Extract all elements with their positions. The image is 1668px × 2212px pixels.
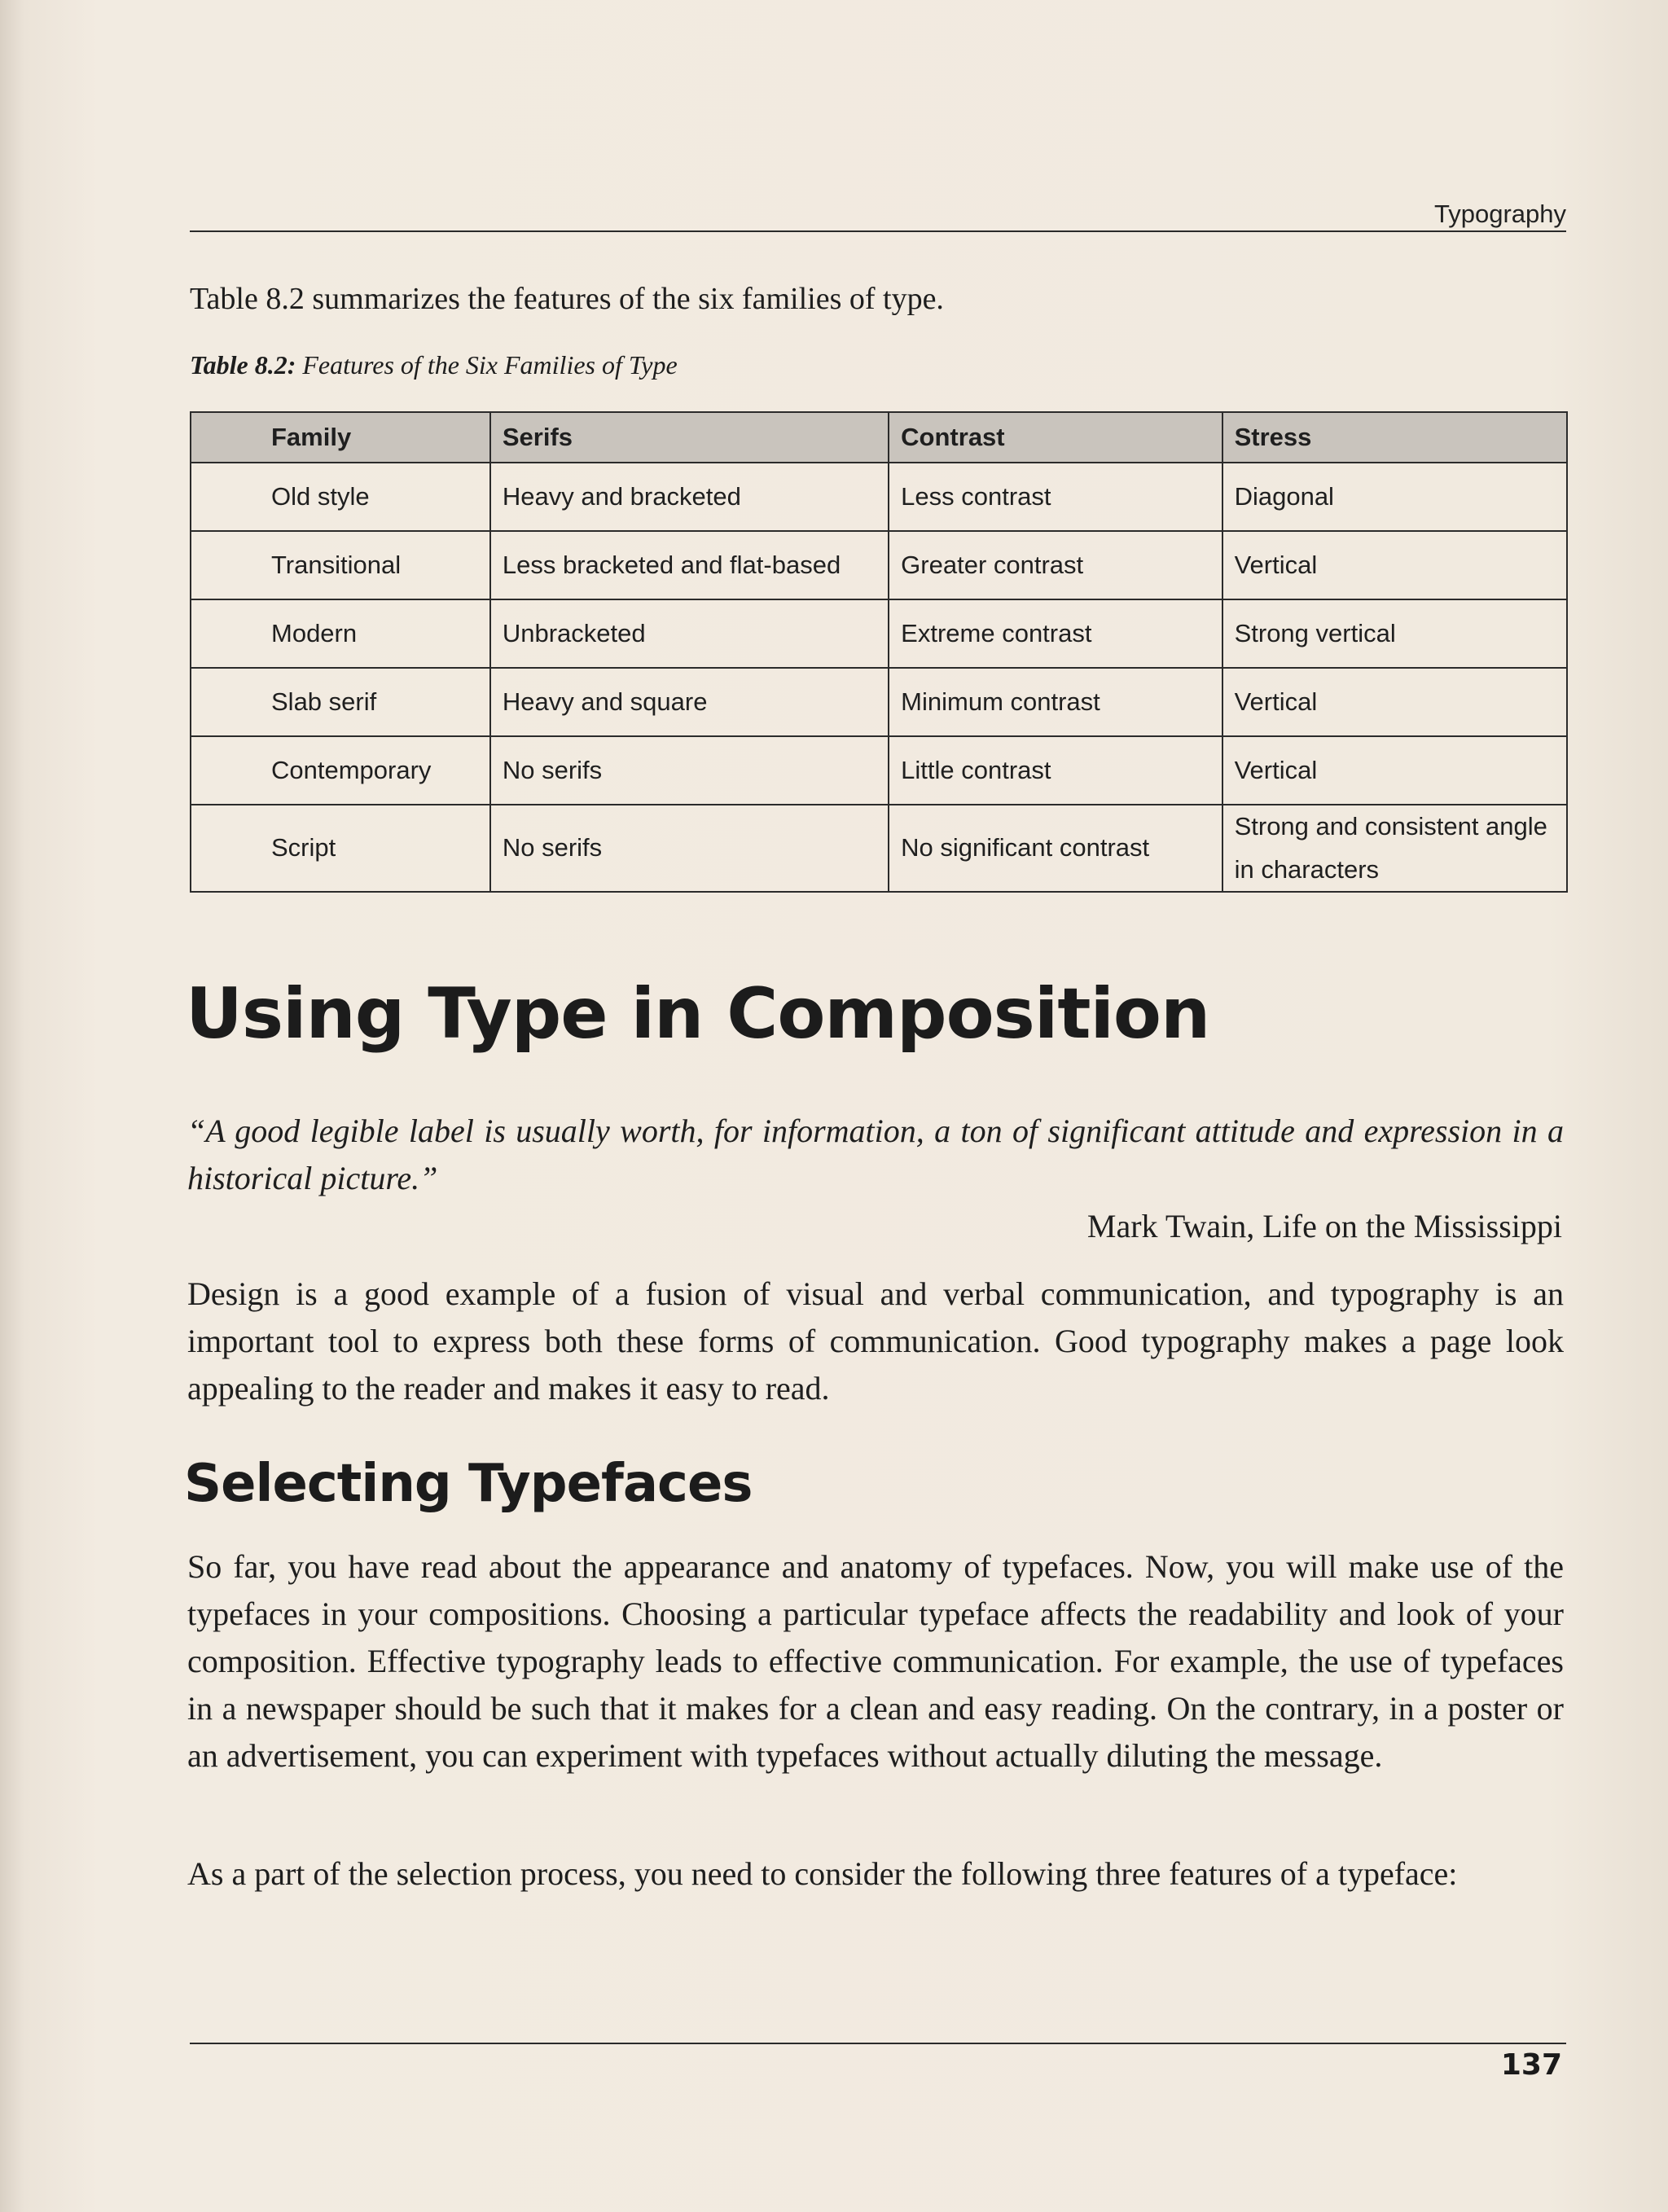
cell-stress: Vertical bbox=[1222, 736, 1567, 805]
cell-stress: Vertical bbox=[1222, 531, 1567, 599]
cell-family: Slab serif bbox=[191, 668, 490, 736]
table-caption bbox=[190, 350, 678, 380]
cell-family: Contemporary bbox=[191, 736, 490, 805]
paragraph-design: Design is a good example of a fusion of visual and verbal communication, and typography is an important tool to express both these forms of communication. Good typography makes a page look appealing to the reader and makes it easy to read. bbox=[187, 1275, 1564, 1407]
cell-family: Script bbox=[191, 805, 490, 892]
paragraph-selection-process: As a part of the selection process, you need to consider the following three features of a typeface: bbox=[187, 1855, 1458, 1892]
table-header-row bbox=[191, 412, 1567, 463]
cell-contrast: Less contrast bbox=[889, 463, 1222, 531]
cell-contrast: No significant contrast bbox=[889, 805, 1222, 892]
cell-serifs: Heavy and square bbox=[490, 668, 889, 736]
section-heading-using-type: Using Type in Composition bbox=[186, 973, 1210, 1055]
cell-stress: Vertical bbox=[1222, 668, 1567, 736]
epigraph-quote: “A good legible label is usually worth, for information, a ton of significant attitude and expression in a historical picture.” bbox=[187, 1113, 1564, 1196]
header-stress: Stress bbox=[1222, 412, 1567, 463]
cell-stress: Strong vertical bbox=[1222, 599, 1567, 668]
cell-serifs: No serifs bbox=[490, 736, 889, 805]
cell-serifs: No serifs bbox=[490, 805, 889, 892]
features-table bbox=[190, 411, 1568, 893]
table-caption-text: Features of the Six Families of Type bbox=[296, 350, 678, 380]
table-row bbox=[191, 531, 1567, 599]
header-serifs: Serifs bbox=[490, 412, 889, 463]
table-row bbox=[191, 736, 1567, 805]
table-row bbox=[191, 599, 1567, 668]
cell-family: Modern bbox=[191, 599, 490, 668]
header-contrast: Contrast bbox=[889, 412, 1222, 463]
epigraph-attribution: Mark Twain, Life on the Mississippi bbox=[1086, 1208, 1562, 1244]
intro-sentence: Table 8.2 summarizes the features of the six families of type. bbox=[190, 282, 944, 316]
cell-family: Old style bbox=[191, 463, 490, 531]
section-heading-selecting-typefaces: Selecting Typefaces bbox=[184, 1454, 753, 1514]
table-caption-label: Table 8.2: bbox=[190, 350, 296, 380]
cell-contrast: Greater contrast bbox=[889, 531, 1222, 599]
header-family: Family bbox=[191, 412, 490, 463]
cell-contrast: Minimum contrast bbox=[889, 668, 1222, 736]
cell-contrast: Extreme contrast bbox=[889, 599, 1222, 668]
cell-family: Transitional bbox=[191, 531, 490, 599]
table-row bbox=[191, 805, 1567, 892]
cell-contrast: Little contrast bbox=[889, 736, 1222, 805]
footer-rule bbox=[190, 2043, 1566, 2044]
page-number: 137 bbox=[1500, 2048, 1562, 2082]
cell-serifs: Unbracketed bbox=[490, 599, 889, 668]
running-head bbox=[190, 198, 1566, 232]
paragraph-so-far: So far, you have read about the appearance and anatomy of typefaces. Now, you will make use of the typefaces in your compositions. Choosing a particular typeface affects the readability and look of your composition. Effective typography leads to effective communication. For example, the use of typefaces in a newspaper should be such that it makes for a clean and easy reading. On the contrary, in a poster or an advertisement, you can experiment with typefaces without actually diluting the message. bbox=[187, 1548, 1564, 1774]
cell-serifs: Less bracketed and flat-based bbox=[490, 531, 889, 599]
table-row bbox=[191, 668, 1567, 736]
cell-stress: Diagonal bbox=[1222, 463, 1567, 531]
running-head-title: Typography bbox=[1434, 200, 1566, 228]
table-row bbox=[191, 463, 1567, 531]
cell-serifs: Heavy and bracketed bbox=[490, 463, 889, 531]
cell-stress: Strong and consistent angle in characters bbox=[1222, 805, 1567, 892]
